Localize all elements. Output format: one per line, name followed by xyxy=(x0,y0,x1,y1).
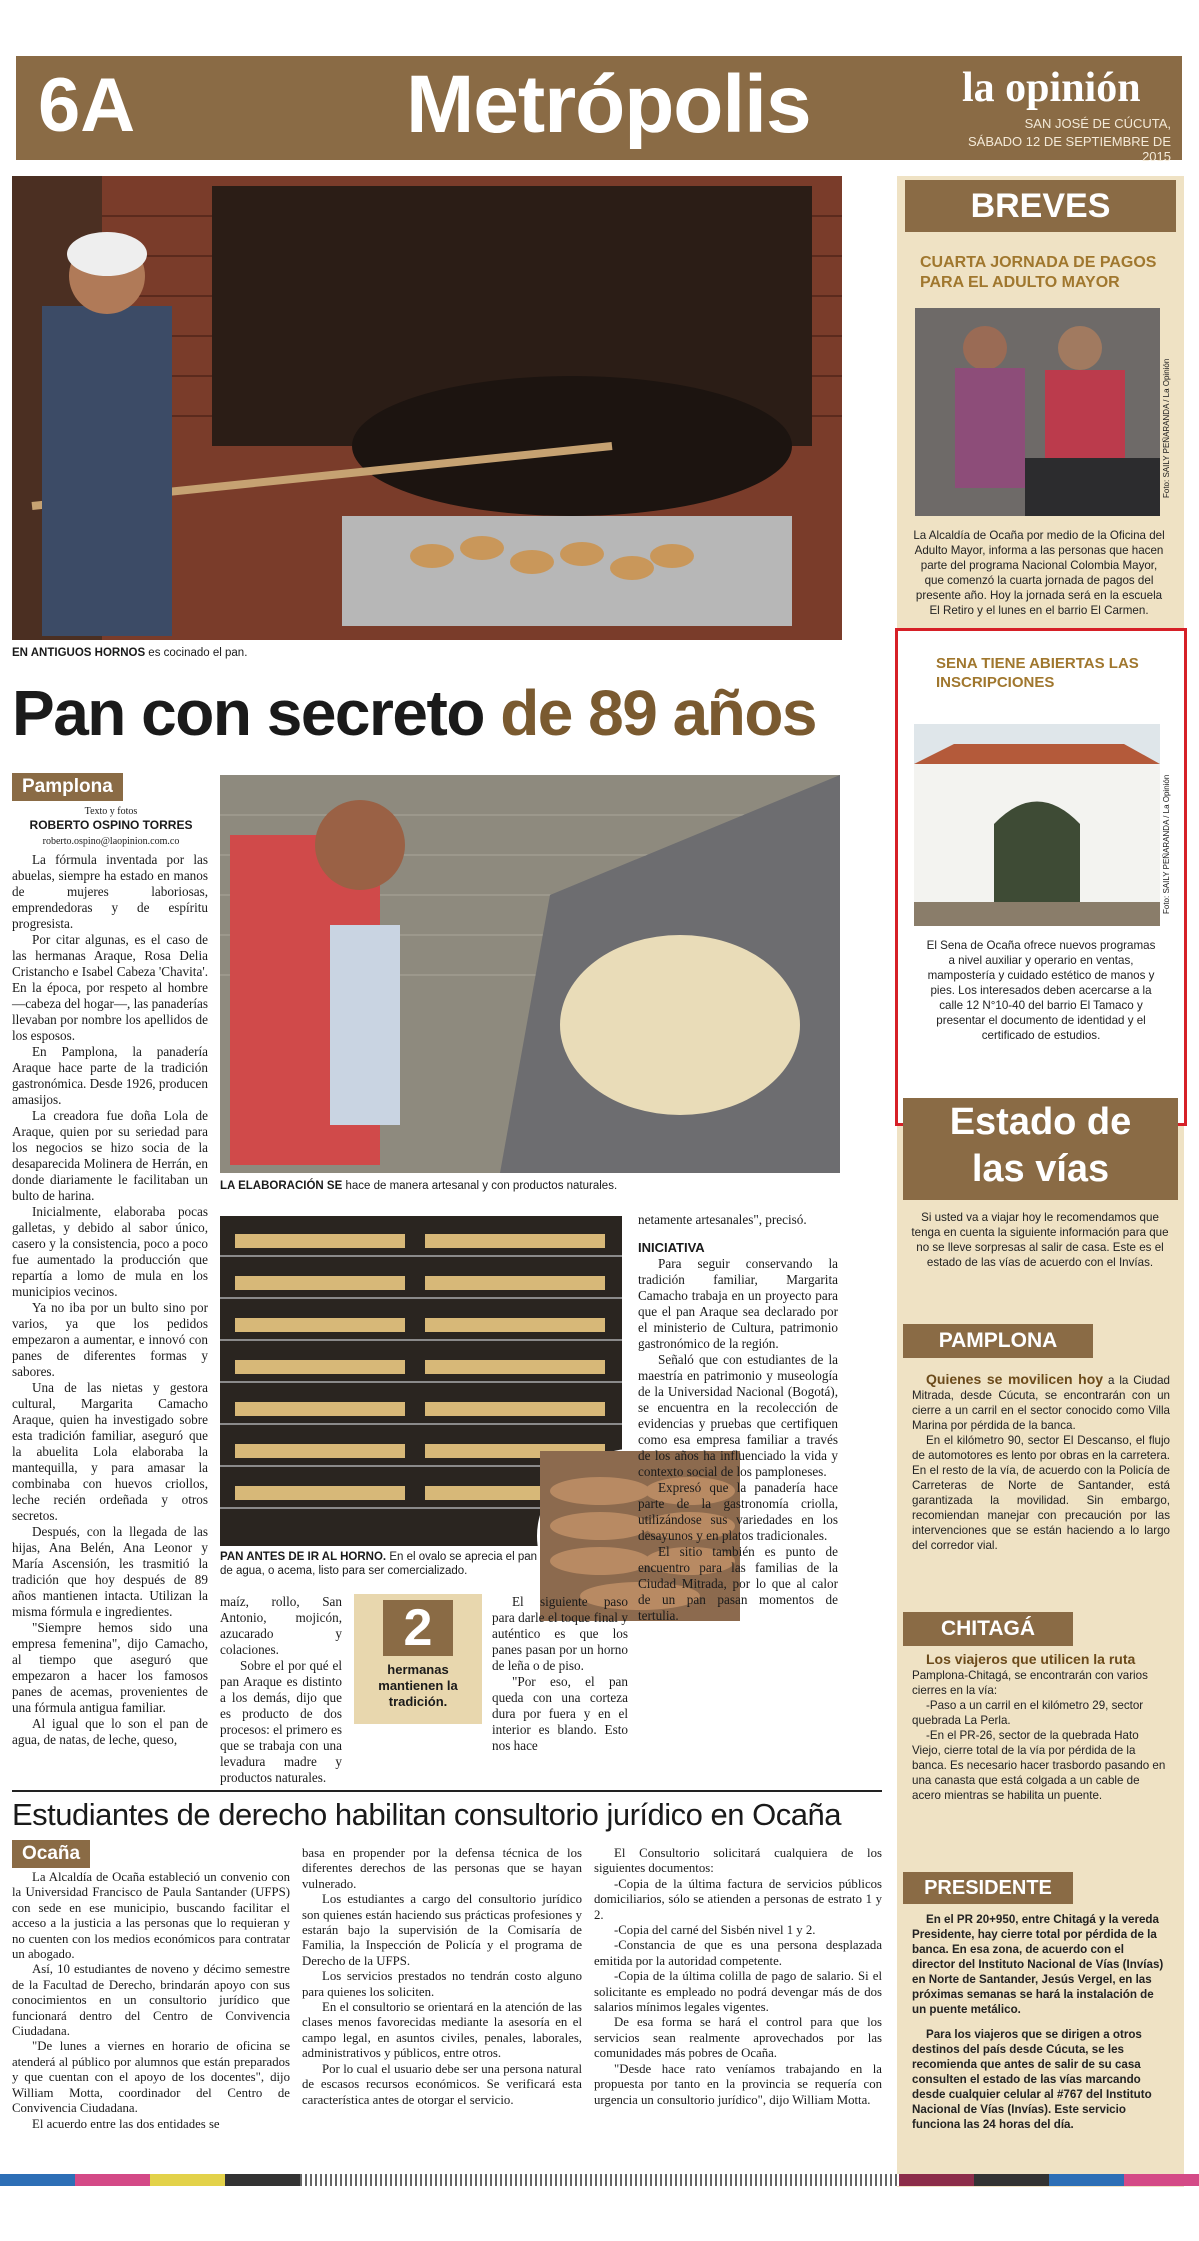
callout-number: 2 xyxy=(383,1600,453,1656)
paragraph: Sobre el por qué el pan Araque es distinto a los demás, dijo que es producto de dos procesos: el primero es que se trabaja con una levadura madre y productos naturales. xyxy=(220,1658,342,1785)
paragraph: La Alcaldía de Ocaña estableció un convenio con la Universidad Francisco de Paula Santander (UFPS) con sede en ese municipio, buscando facilitar el acceso a la justicia a las personas que lo requieran y no cuenten con los medios económicos para contratar un abogado. xyxy=(12,1870,290,1962)
paragraph: Así, 10 estudiantes de noveno y décimo semestre de la Facultad de Derecho, brindarán apoyo con sus conocimientos en un consultorio jurídico que funcionará dentro del Centro de Convivencia Ciudadana. xyxy=(12,1962,290,2039)
paragraph: El acuerdo entre las dos entidades se xyxy=(32,2116,220,2131)
brief1-title: CUARTA JORNADA DE PAGOS PARA EL ADULTO MAYOR xyxy=(920,254,1157,291)
bakery-oven-photo xyxy=(12,176,842,640)
vias-title-line2: las vías xyxy=(971,1148,1110,1190)
caption-text: hace de manera artesanal y con productos naturales. xyxy=(342,1180,618,1192)
brief1-photo xyxy=(915,308,1160,516)
story-divider xyxy=(12,1790,882,1792)
presidente-heading: PRESIDENTE xyxy=(903,1872,1073,1904)
top-photo-caption xyxy=(12,646,832,660)
main-story-column-2 xyxy=(220,1594,342,1785)
paragraph: basa en propender por la defensa técnica de los diferentes derechos de las personas que se hayan vulnerado. xyxy=(302,1846,582,1891)
chitaga-lead: Los viajeros que utilicen la ruta xyxy=(926,1651,1136,1667)
date-line: SÁBADO 12 DE SEPTIEMBRE DE 2015 xyxy=(967,134,1171,164)
chitaga-text-1: Pamplona-Chitagá, se encontrarán con varios cierres en la vía: xyxy=(912,1669,1148,1697)
main-story-column-1 xyxy=(12,852,208,1772)
caption-lead: PAN ANTES DE IR AL HORNO. xyxy=(220,1551,387,1563)
brief1-text: La Alcaldía de Ocaña por medio de la Oficina del Adulto Mayor, informa a las personas que hacen parte del programa Nacional Colombia Mayor, que comenzó la cuarta jornada de pagos del presente año. Hoy la jornada será en la escuela El Retiro y el lunes en el barrio El Carmen. xyxy=(913,529,1165,617)
subhead: INICIATIVA xyxy=(638,1240,705,1255)
paragraph: Ya no iba por un bulto sino por varios, ya que los pedidos empezaron a aumentar, e innovó con panes de diferentes formas y sabores. xyxy=(12,1300,208,1379)
paragraph: De esa forma se hará el control para que los servicios sean realmente aprovechados por las comunidades más pobres de Ocaña. xyxy=(594,2015,882,2061)
second-location-tag: Ocaña xyxy=(12,1840,90,1868)
callout-box xyxy=(354,1594,482,1724)
second-story-column-1 xyxy=(12,1870,290,2180)
second-headline: Estudiantes de derecho habilitan consultorio jurídico en Ocaña xyxy=(12,1797,841,1832)
paragraph: Los servicios prestados no tendrán costo alguno para quienes los soliciten. xyxy=(302,1969,582,1999)
breves-heading: BREVES xyxy=(905,180,1176,232)
brief2-title: SENA TIENE ABIERTAS LAS INSCRIPCIONES xyxy=(936,655,1139,691)
brief1-credit: Foto: SAILY PEÑARANDA / La Opinión xyxy=(1162,358,1171,498)
paragraph: El Consultorio solicitará cualquiera de los siguientes documentos: xyxy=(594,1846,882,1876)
bread-trays-caption xyxy=(220,1550,540,1578)
main-headline xyxy=(12,676,882,750)
chitaga-heading: CHITAGÁ xyxy=(903,1612,1073,1646)
pamplona-text-1: a la Ciudad Mitrada, desde Cúcuta, se encontrarán con un cierre a un carril en el sector conocido como Villa Marina por pérdida de la banca. xyxy=(912,1374,1170,1432)
paragraph: "Desde hace rato veníamos trabajando en la propuesta por tanto en la provincia se requería con urgencia un consultorio jurídico", dijo William Motta. xyxy=(594,2061,882,2107)
pamplona-text xyxy=(912,1372,1170,1553)
section-title: Metrópolis xyxy=(406,59,811,150)
vias-intro: Si usted va a viajar hoy le recomendamos que tenga en cuenta la siguiente información para que no se lleve sorpresas al salir de casa. Este es el estado de las vías de acuerdo con el Invías. xyxy=(911,1211,1169,1269)
paragraph: Señaló que con estudiantes de la maestría en patrimonio y museología de la Universidad Nacional (Bogotá), se encuentra en la recolección de evidencias y pruebas que certifiquen como esa empresa familiar a través de los años ha influenciado la vida y contexto social de los pamploneses. xyxy=(638,1352,838,1479)
paragraph: La fórmula inventada por las abuelas, siempre ha estado en manos de mujeres laboriosas, emprendedoras y de espíritu progresista. xyxy=(12,852,208,931)
headline-part1: Pan con secreto xyxy=(12,677,501,749)
dough-photo-caption xyxy=(220,1179,840,1193)
paragraph: "Por eso, el pan queda con una corteza dura por fuera y en el interior es blando. Esto nos hace xyxy=(492,1674,628,1753)
paragraph: En el consultorio se orientará en la atención de las clases menos favorecidas mediante la asesoría en el campo legal, en asuntos civiles, penales, laborales, administrativos y públicos, entre otros. xyxy=(302,2000,582,2061)
paragraph: En Pamplona, la panadería Araque hace parte de la tradición gastronómica. Desde 1926, producen amasijos. xyxy=(12,1044,208,1107)
presidente-text-1: En el PR 20+950, entre Chitagá y la vereda Presidente, hay cierre total por pérdida de la banca. En esa zona, de acuerdo con el director del Instituto Nacional de Vías (Invías) en Norte de Santander, Jesús Vergel, en las próximas semanas se hará la instalación de un puente metálico. xyxy=(912,1913,1164,2016)
paragraph: Por lo cual el usuario debe ser una persona natural de escasos recursos económicos. Se verificará esta característica antes de otorgar el servicio. xyxy=(302,2061,582,2107)
brief2-credit: Foto: SAILY PEÑARANDA / La Opinión xyxy=(1162,774,1171,914)
second-story-column-2 xyxy=(302,1846,582,2180)
paragraph: -Copia de la última factura de servicios públicos domiciliarios, sólo se atienden a personas de estrato 1 y 2. xyxy=(594,1876,882,1922)
paragraph: Una de las nietas y gestora cultural, Margarita Camacho Araque, quien ha investigado sobre esta tradición familiar, aseguró que la abuelita Lola elaboraba la mantequilla, y para amasar la combinaba con huevos criollos, leche recién ordeñada y otros secretos. xyxy=(12,1380,208,1523)
paragraph: El sitio también es punto de encuentro para las familias de la Ciudad Mitrada, por lo que al calor de un pan pasan momentos de tertulia. xyxy=(638,1544,838,1623)
paragraph: Después, con la llegada de las hijas, Ana Belén, Ana Leonor y María Ascensión, les trasmitió la tradición que hoy después de 89 años mantienen intacta. Utilizan la misma fórmula e ingredientes. xyxy=(12,1524,208,1619)
caption-lead: LA ELABORACIÓN SE xyxy=(220,1180,343,1192)
paragraph: La creadora fue doña Lola de Araque, quien por su seriedad para los negocios se hizo socia de la desaparecida Molinera de Herrán, en donde diariamente le facilitaban un bulto de harina. xyxy=(12,1108,208,1203)
paragraph: -Copia del carné del Sisbén nivel 1 y 2. xyxy=(614,1923,816,1938)
location-tag: Pamplona xyxy=(12,773,123,801)
chitaga-text xyxy=(912,1652,1170,1803)
chitaga-text-2: -Paso a un carril en el kilómetro 29, sector quebrada La Perla. xyxy=(912,1699,1144,1727)
second-story-column-3 xyxy=(594,1846,882,2180)
presidente-text xyxy=(912,1912,1170,2132)
pamplona-text-2: En el kilómetro 90, sector El Descanso, el flujo de automotores es lento por obras en la carretera. En el resto de la vía, de acuerdo con la Policía de Carreteras de Norte de Santander, está garantizada la movilidad. Sin embargo, recomiendan manejar con precaución por las intervenciones que se están haciendo a lo largo del corredor vial. xyxy=(912,1434,1170,1552)
caption-text: En el ovalo se aprecia el pan de agua, o acema, listo para ser comercializado. xyxy=(220,1551,538,1577)
callout-text: hermanas mantienen la tradición. xyxy=(378,1662,458,1709)
paragraph: Para seguir conservando la tradición familiar, Margarita Camacho trabaja en un proyecto para que el pan Araque sea declarado por el ministerio de Cultura, patrimonio gastronómico de la región. xyxy=(638,1256,838,1351)
caption-text: es cocinado el pan. xyxy=(145,647,248,659)
pamplona-heading: PAMPLONA xyxy=(903,1324,1093,1358)
author-name: ROBERTO OSPINO TORRES xyxy=(29,818,193,832)
paragraph: Por citar algunas, es el caso de las hermanas Araque, Rosa Delia Cristancho e Isabel Cabeza 'Chavita'. En la época, por respeto al hombre —cabeza del hogar—, las panaderías llevaban por nombre los apellidos de los esposos. xyxy=(12,932,208,1043)
paragraph: El siguiente paso para darle el toque final y auténtico es que los panes pasan por un horno de leña o de piso. xyxy=(492,1594,628,1673)
brief2-text: El Sena de Ocaña ofrece nuevos programas a nivel auxiliar y operario en ventas, mampostería y cuidado estético de manos y pies. Los interesados deben acercarse a la calle 12 N°10-40 del barrio El Tamaco y presentar el documento de identidad y el certificado de estudios. xyxy=(926,939,1156,1042)
author-email[interactable]: roberto.ospino@laopinion.com.co xyxy=(42,836,180,847)
vias-title-line1: Estado de xyxy=(949,1101,1132,1143)
paragraph: Expresó que la panadería hace parte de la gastronomía criolla, utilizándose sus variedades en los desayunos y en platos tradicionales. xyxy=(638,1480,838,1543)
paragraph: Al igual que lo son el pan de agua, de natas, de leche, queso, xyxy=(12,1716,208,1747)
presidente-text-2: Para los viajeros que se dirigen a otros destinos del país desde Cúcuta, se les recomienda que antes de salir de su casa consulten el estado de las vías marcando desde cualquier celular al #767 del Instituto Nacional de Vías (Invías). Este servicio funciona las 24 horas del día. xyxy=(912,2028,1152,2131)
paragraph: "Siempre hemos sido una empresa femenina", dijo Camacho, al tiempo que aseguró que empezaron a hacer los famosos panes de acemas, provenientes de una fórmula antigua familiar. xyxy=(12,1620,208,1715)
paragraph: "De lunes a viernes en horario de oficina se atenderá al público por alumnos que están preparados y que cuentan con el apoyo de los docentes", dijo William Motta, coordinador del Centro de Convivencia Ciudadana. xyxy=(12,2039,290,2116)
vias-heading xyxy=(903,1098,1178,1200)
byline-label: Texto y fotos xyxy=(84,806,138,817)
print-color-bar xyxy=(0,2174,1199,2186)
section-header xyxy=(16,56,1182,164)
paragraph: maíz, rollo, San Antonio, mojicón, azucarado y colaciones. xyxy=(220,1594,342,1657)
main-story-column-mid xyxy=(492,1594,628,1772)
paragraph: netamente artesanales", precisó. xyxy=(638,1212,807,1227)
caption-lead: EN ANTIGUOS HORNOS xyxy=(12,647,146,659)
city-line: SAN JOSÉ DE CÚCUTA, xyxy=(1024,116,1171,131)
paragraph: -Constancia de que es una persona desplazada emitida por la autoridad competente. xyxy=(594,1938,882,1968)
newspaper-logo: la opinión xyxy=(962,65,1141,111)
paragraph: Inicialmente, elaboraba pocas galletas, y debido al sabor único, casero y la consistencia, poco a poco fue aumentado la producción que repartía a lomo de mula en los municipios vecinos. xyxy=(12,1204,208,1299)
paragraph: Los estudiantes a cargo del consultorio jurídico son quienes están haciendo sus prácticas profesiones y estarán bajo la supervisión de la Comisaría de Familia, la Inspección de Policía y el programa de Derecho de la UFPS. xyxy=(302,1892,582,1968)
pamplona-lead: Quienes se movilicen hoy xyxy=(926,1371,1104,1387)
dough-photo xyxy=(220,775,840,1173)
paragraph: -Copia de la última colilla de pago de salario. Si el solicitante es empleado no podrá devengar más de dos salarios mínimos legales vigentes. xyxy=(594,1969,882,2015)
main-story-column-3 xyxy=(638,1212,838,1624)
headline-part2: de 89 años xyxy=(500,677,816,749)
page-number: 6A xyxy=(38,63,136,148)
chitaga-text-3: -En el PR-26, sector de la quebrada Hato Viejo, cierre total de la vía por pérdida de la banca. Es necesario hacer trasbordo pasando en una canasta que está colgada a un cable de acero mientras se habilita un puente. xyxy=(912,1729,1166,1802)
brief2-photo xyxy=(914,724,1160,926)
